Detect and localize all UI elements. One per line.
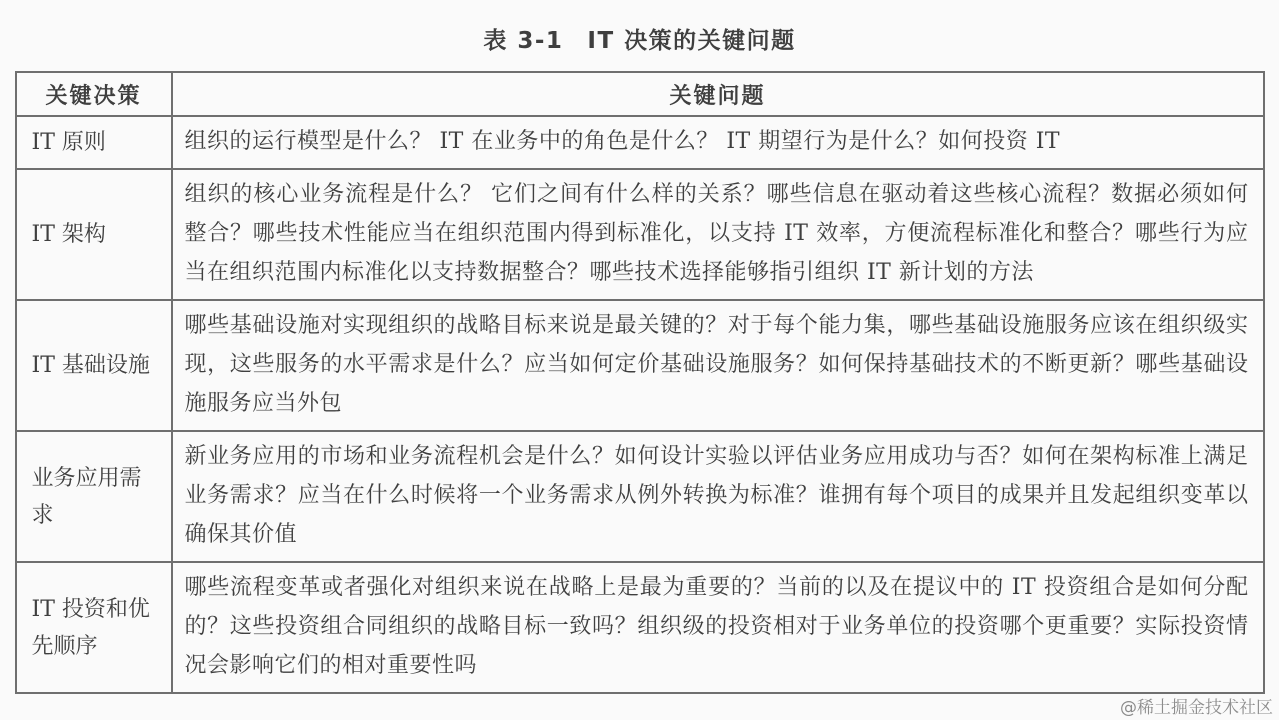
column-header-key-decision: 关键决策: [16, 72, 172, 116]
table-caption: [0, 0, 1279, 71]
table-row-it-architecture: [16, 169, 1264, 300]
decision-cell: IT 架构: [16, 169, 172, 300]
decision-cell: IT 投资和优先顺序: [16, 562, 172, 693]
decision-cell: IT 原则: [16, 116, 172, 169]
table-header-row: [16, 72, 1264, 116]
decision-cell: 业务应用需求: [16, 431, 172, 562]
question-cell: 组织的运行模型是什么？ IT 在业务中的角色是什么？ IT 期望行为是什么？如何投资 IT: [172, 116, 1264, 169]
table-row-it-infrastructure: [16, 300, 1264, 431]
table-row-it-investment-priority: [16, 562, 1264, 693]
table-row-it-principles: [16, 116, 1264, 169]
table-label: 表 3-1: [483, 28, 564, 54]
decision-cell: IT 基础设施: [16, 300, 172, 431]
question-cell: 组织的核心业务流程是什么？ 它们之间有什么样的关系？哪些信息在驱动着这些核心流程？数据必须如何整合？哪些技术性能应当在组织范围内得到标准化，以支持 IT 效率，方便流程标准化和整合？哪些行为应当在组织范围内标准化以支持数据整合？哪些技术选择能够指引组织 IT 新计划的方法: [172, 169, 1264, 300]
it-decisions-table: [15, 71, 1265, 694]
table-title: IT 决策的关键问题: [587, 28, 796, 54]
question-cell: 哪些流程变革或者强化对组织来说在战略上是最为重要的？当前的以及在提议中的 IT 投资组合是如何分配的？这些投资组合同组织的战略目标一致吗？组织级的投资相对于业务单位的投资哪个更重要？实际投资情况会影响它们的相对重要性吗: [172, 562, 1264, 693]
watermark: @稀土掘金技术社区: [1120, 698, 1273, 718]
question-cell: 哪些基础设施对实现组织的战略目标来说是最关键的？对于每个能力集，哪些基础设施服务应该在组织级实现，这些服务的水平需求是什么？应当如何定价基础设施服务？如何保持基础技术的不断更新？哪些基础设施服务应当外包: [172, 300, 1264, 431]
column-header-key-question: 关键问题: [172, 72, 1264, 116]
question-cell: 新业务应用的市场和业务流程机会是什么？如何设计实验以评估业务应用成功与否？如何在架构标准上满足业务需求？应当在什么时候将一个业务需求从例外转换为标准？谁拥有每个项目的成果并且发起组织变革以确保其价值: [172, 431, 1264, 562]
table-row-business-application-needs: [16, 431, 1264, 562]
